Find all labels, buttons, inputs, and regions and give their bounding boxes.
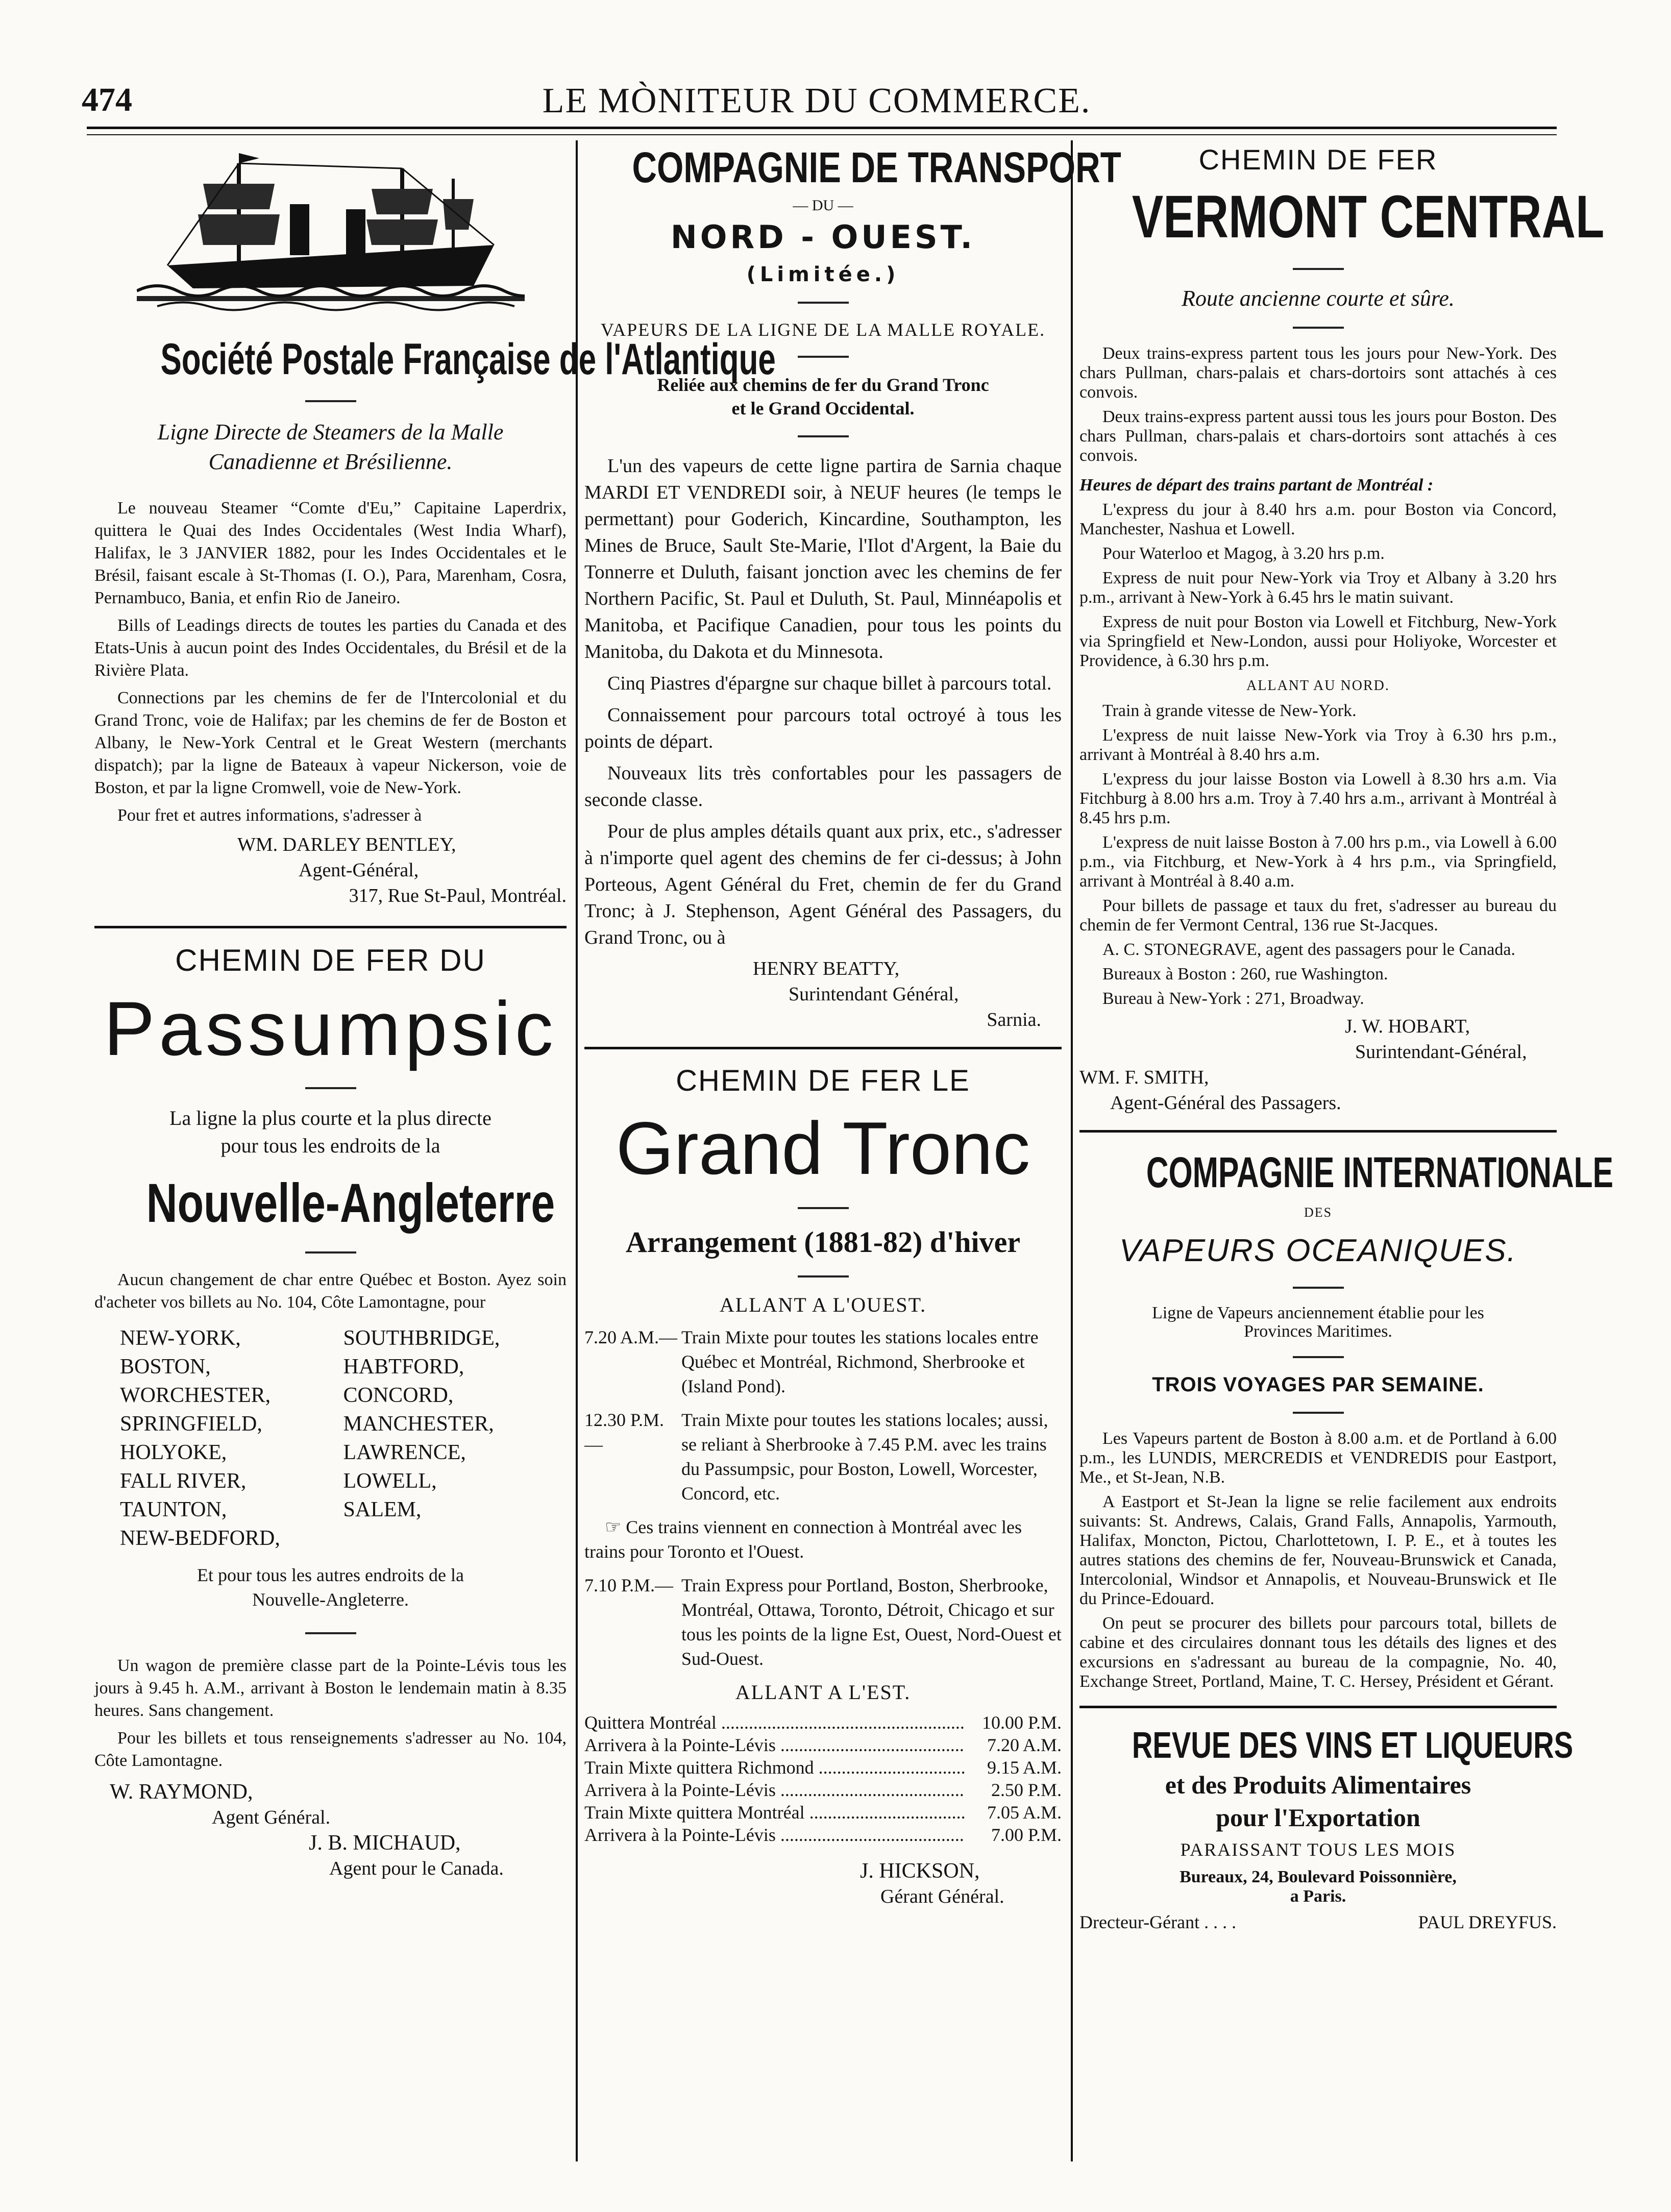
destination: FALL RIVER,	[120, 1469, 247, 1493]
destination: LAWRENCE,	[343, 1441, 466, 1464]
timetable-time: 10.00 P.M.	[981, 1712, 1062, 1733]
section-rule	[584, 1047, 1062, 1049]
sig-name: HENRY BEATTY,	[753, 958, 900, 979]
journal-title: LE MÒNITEUR DU COMMERCE.	[542, 81, 1091, 120]
column-2	[584, 143, 1121, 1909]
paragraph: Connections par les chemins de fer de l'Intercolonial et du Grand Tronc, voie de Halifax; par les chemins de fer de Boston et Albany, le New-York Central et le Great Western (merchants dispatch); par la ligne de Bateaux à vapeur Nickerson, voie de Boston, et par la ligne Cromwell, voie de New-York.	[94, 689, 567, 797]
est-timetable	[584, 1711, 1062, 1846]
paragraph: A Eastport et St-Jean la ligne se relie facilement aux endroits suivants: St. Andrews, Calais, Grand Falls, Annapolis, Yarmouth, Halifax, Moncton, Pictou, Charlottetown, I. P. E., et à toutes les autres stations des chemins de fer, Nouveau-Brunswick et Canada, Intercolonial, Windsor et Annapolis, et Nouveau-Brunswick et Ile du Prince-Edouard.	[1079, 1492, 1557, 1608]
timetable-label: Quittera Montréal .....	[584, 1711, 965, 1734]
page-header	[82, 77, 1552, 122]
vermont-signatures	[1079, 1014, 1557, 1116]
societe-subtitle-line-1: Ligne Directe de Steamers de la Malle	[157, 420, 504, 445]
paragraph: Express de nuit pour New-York via Troy et Albany à 3.20 hrs p.m., arrivant à New-York à 6.45 hrs le matin suivant.	[1079, 569, 1557, 607]
reliee-line-2: et le Grand Occidental.	[731, 398, 915, 419]
divider	[798, 356, 849, 358]
paragraph: Bureaux à Boston : 260, rue Washington.	[1102, 965, 1388, 984]
destination: NEW-BEDFORD,	[120, 1527, 280, 1550]
timetable-time: 7.00 P.M.	[991, 1825, 1062, 1845]
timetable-row	[584, 1756, 1062, 1779]
societe-subtitle-line-2: Canadienne et Brésilienne.	[208, 449, 453, 474]
divider	[1293, 1356, 1344, 1358]
vermont-intro	[1079, 344, 1557, 465]
destination-list	[120, 1324, 567, 1553]
paragraph: Deux trains-express partent tous les jours pour New-York. Des chars Pullman, chars-palais et chars-dortoirs sont attachés à ces convois.	[1079, 344, 1557, 402]
trois-voyages: TROIS VOYAGES PAR SEMAINE.	[1152, 1373, 1484, 1396]
vermont-title: VERMONT CENTRAL	[1132, 183, 1605, 251]
directeur-label: Drecteur-Gérant . . . .	[1079, 1912, 1237, 1932]
destination: BOSTON,	[120, 1355, 211, 1379]
destination: HABTFORD,	[343, 1355, 464, 1379]
internationale-ligne	[1079, 1304, 1557, 1341]
divider	[1293, 1412, 1344, 1414]
ouest-heading: ALLANT A L'OUEST.	[719, 1293, 927, 1316]
paragraph: Express de nuit pour Boston via Lowell et Fitchburg, New-York via Springfield et New-London, aussi pour Holiyoke, Worcester et Providence, à 6.30 hrs p.m.	[1079, 612, 1557, 670]
schedule-item	[584, 1408, 1062, 1506]
schedule-time: 12.30 P.M.—	[584, 1410, 665, 1455]
intro-line-2: pour tous les endroits de la	[220, 1134, 440, 1157]
timetable-label: Arrivera à la Pointe-Lévis .....	[584, 1734, 965, 1756]
ligne-line-2: Provinces Maritimes.	[1244, 1322, 1392, 1341]
depart-lines	[1079, 500, 1557, 671]
destination: SALEM,	[343, 1498, 422, 1521]
divider	[1293, 327, 1344, 329]
societe-subtitle	[94, 417, 567, 477]
section-rule	[94, 926, 567, 928]
passumpsic-intro	[94, 1104, 567, 1160]
sig-title: Agent-Général des Passagers.	[1110, 1092, 1341, 1114]
divider	[798, 435, 849, 437]
schedule-time: 7.20 A.M.—	[584, 1327, 678, 1347]
section-rule	[1079, 1706, 1557, 1708]
paragraph: Pour de plus amples détails quant aux prix, etc., s'adresser à n'importe quel agent des chemins de fer ci-dessus; à John Porteous, Agent Général du Fret, chemin de fer du Grand Tronc; à J. Stephenson, Agent Général des Passagers, du Grand Tronc, ou à	[584, 821, 1062, 948]
paragraph: L'express de nuit laisse New-York via Troy à 6.30 hrs p.m., arrivant à Montréal à 8.40 hrs a.m.	[1079, 726, 1557, 764]
timetable-label: Train Mixte quittera Richmond .....	[584, 1756, 965, 1779]
destination: HOLYOKE,	[120, 1441, 227, 1464]
paragraph: Cinq Piastres d'épargne sur chaque billet à parcours total.	[607, 673, 1052, 694]
internationale-title: COMPAGNIE INTERNATIONALE	[1146, 1148, 1613, 1196]
divider	[798, 302, 849, 304]
column-3	[1079, 143, 1613, 1933]
paragraph: Bills of Leadings directs de toutes les parties du Canada et des Etats-Unis à aucun point des Indes Occidentales, du Brésil et de la Rivière Plata.	[94, 616, 567, 680]
passumpsic-signature	[94, 1779, 567, 1881]
paragraph: L'un des vapeurs de cette ligne partira de Sarnia chaque MARDI ET VENDREDI soir, à NEUF heures (le temps le permettant) pour Goderich, Kincardine, Southampton, les Mines de Bruce, Sault Ste-Marie, l'Ilot d'Argent, la Baie du Tonnerre et Duluth, faisant jonction avec les chemins de fer Northern Pacific, St. Paul et Duluth, St. Paul, Minnéapolis et Manitoba, et Pacifique Canadien, pour tous les points du Manitoba, du Dakota et du Minnesota.	[584, 455, 1062, 662]
transport-name: NORD - OUEST.	[670, 218, 976, 256]
timetable-label: Arrivera à la Pointe-Lévis .....	[584, 1779, 965, 1801]
paragraph: Bureau à New-York : 271, Broadway.	[1102, 989, 1364, 1008]
agent-title: Agent-Général,	[299, 859, 419, 881]
timetable-row	[584, 1711, 1062, 1734]
column-divider-1	[576, 140, 578, 2161]
paragraph: Un wagon de première classe part de la Pointe-Lévis tous les jours à 9.45 h. A.M., arrivant à Boston le lendemain matin à 8.35 heures. Sans changement.	[94, 1656, 567, 1720]
internationale-body	[1079, 1429, 1557, 1691]
schedule-time: 7.10 P.M.—	[584, 1575, 674, 1595]
divider	[305, 1251, 356, 1254]
destination: CONCORD,	[343, 1384, 454, 1407]
transport-reliee	[584, 373, 1062, 420]
destination: MANCHESTER,	[343, 1412, 494, 1436]
heures-heading: Heures de départ des trains partant de Montréal :	[1079, 476, 1434, 495]
timetable-time: 7.05 A.M.	[987, 1802, 1062, 1823]
sig-name: WM. F. SMITH,	[1079, 1067, 1209, 1088]
transport-body	[584, 453, 1062, 951]
sig-place: Sarnia.	[987, 1009, 1041, 1030]
transport-line: VAPEURS DE LA LIGNE DE LA MALLE ROYALE.	[600, 319, 1046, 340]
sig-title: Surintendant-Général,	[1355, 1041, 1527, 1063]
schedule-item	[584, 1325, 1062, 1398]
paragraph: Pour fret et autres informations, s'adresser à	[117, 806, 422, 825]
timetable-label: Arrivera à la Pointe-Lévis .....	[584, 1824, 965, 1846]
paragraph: Pour les billets et tous renseignements s'adresser au No. 104, Côte Lamontagne.	[94, 1729, 567, 1770]
revue-parait: PARAISSANT TOUS LES MOIS	[1180, 1839, 1456, 1860]
paragraph: A. C. STONEGRAVE, agent des passagers pour le Canada.	[1102, 940, 1515, 959]
ouest-schedule	[584, 1325, 1062, 1671]
revue-directeur	[1079, 1911, 1557, 1933]
passumpsic-paragraph	[94, 1269, 567, 1314]
divider	[1293, 268, 1344, 270]
nord-lines	[1079, 701, 1557, 1009]
destinations-right	[343, 1324, 567, 1553]
internationale-subtitle: VAPEURS OCEANIQUES.	[1119, 1233, 1517, 1268]
intro-line-1: La ligne la plus courte et la plus directe	[169, 1107, 492, 1129]
paragraph: Connaissement pour parcours total octroyé à tous les points de départ.	[584, 704, 1062, 752]
schedule-text: Train Mixte pour toutes les stations locales; aussi, se reliant à Sherbrooke à 7.45 P.M. avec les trains du Passumpsic, pour Boston, Lowell, Worcester, Concord, etc.	[681, 1410, 1048, 1504]
revue-paris: a Paris.	[1290, 1887, 1346, 1906]
vermont-subtitle: Route ancienne courte et sûre.	[1182, 286, 1455, 311]
transport-signature	[584, 956, 1062, 1033]
grand-tronc-pretitle: CHEMIN DE FER LE	[676, 1064, 970, 1097]
sig-name: J. W. HOBART,	[1345, 1016, 1470, 1037]
sig-title: Gérant Général.	[880, 1886, 1004, 1907]
paragraph: Les Vapeurs partent de Boston à 8.00 a.m. et de Portland à 6.00 p.m., les LUNDIS, MERCREDIS et VENDREDIS pour Eastport, Me., et St-Jean, N.B.	[1079, 1429, 1557, 1487]
nord-heading: ALLANT AU NORD.	[1246, 678, 1390, 694]
paragraph: Pour billets de passage et taux du fret, s'adresser au bureau du chemin de fer Vermont Central, 136 rue St-Jacques.	[1079, 896, 1557, 935]
connection-note: ☞ Ces trains viennent en connection à Montréal avec les trains pour Toronto et l'Ouest.	[584, 1517, 1022, 1562]
destination: WORCHESTER,	[120, 1384, 271, 1407]
paragraph: L'express du jour à 8.40 hrs a.m. pour Boston via Concord, Manchester, Nashua et Lowell.	[1079, 500, 1557, 538]
divider	[305, 1632, 356, 1634]
destination: LOWELL,	[343, 1469, 437, 1493]
schedule-text: Train Mixte pour toutes les stations locales entre Québec et Montréal, Richmond, Sherbrooke et (Island Pond).	[681, 1327, 1039, 1396]
others-line-1: Et pour tous les autres endroits de la	[197, 1565, 464, 1585]
ship-illustration	[94, 143, 567, 327]
paragraph: Aucun changement de char entre Québec et Boston. Ayez soin d'acheter vos billets au No. 104, Côte Lamontagne, pour	[94, 1270, 567, 1312]
destinations-left	[120, 1324, 343, 1553]
revue-bureaux: Bureaux, 24, Boulevard Poissonnière,	[1179, 1867, 1457, 1886]
other-destinations	[94, 1563, 567, 1612]
ligne-line-1: Ligne de Vapeurs anciennement établie pour les	[1152, 1304, 1484, 1322]
timetable-row	[584, 1801, 1062, 1824]
timetable-time: 9.15 A.M.	[987, 1757, 1062, 1778]
agent-name: WM. DARLEY BENTLEY,	[237, 834, 456, 855]
sig-title: Surintendant Général,	[789, 984, 959, 1005]
grand-tronc-signature	[584, 1858, 1062, 1909]
societe-body	[94, 497, 567, 827]
agent-title: Agent pour le Canada.	[329, 1858, 504, 1879]
directeur-name: PAUL DREYFUS.	[1418, 1912, 1557, 1932]
timetable-row	[584, 1779, 1062, 1801]
passumpsic-pretitle: CHEMIN DE FER DU	[175, 943, 486, 977]
destination: TAUNTON,	[120, 1498, 227, 1521]
timetable-row	[584, 1824, 1062, 1846]
divider	[305, 400, 356, 402]
paragraph: L'express de nuit laisse Boston à 7.00 hrs p.m., via Lowell à 6.00 p.m., via Fitchburg, et New-York à 4 hrs p.m., via Springfield, arrivant à Montréal à 8.40 a.m.	[1079, 833, 1557, 891]
transport-du: — DU —	[793, 197, 853, 214]
agent-title: Agent Général.	[212, 1807, 331, 1828]
transport-title: COMPAGNIE DE TRANSPORT	[632, 143, 1121, 191]
internationale-des: DES	[1304, 1205, 1333, 1220]
destination: NEW-YORK,	[120, 1326, 241, 1350]
revue-title: REVUE DES VINS ET LIQUEURS	[1132, 1725, 1574, 1766]
divider	[798, 1275, 849, 1277]
column-divider-2	[1071, 140, 1073, 2161]
divider	[305, 1087, 356, 1089]
est-heading: ALLANT A L'EST.	[735, 1681, 911, 1704]
destination: SPRINGFIELD,	[120, 1412, 262, 1436]
transport-limitee: (Limitée.)	[746, 263, 900, 286]
steamship-icon	[137, 143, 525, 327]
timetable-time: 7.20 A.M.	[987, 1735, 1062, 1755]
revue-line-1: et des Produits Alimentaires	[1165, 1771, 1471, 1799]
sig-name: J. HICKSON,	[860, 1859, 980, 1883]
header-rule	[87, 127, 1557, 135]
vermont-pretitle: CHEMIN DE FER	[1198, 143, 1438, 176]
timetable-label: Train Mixte quittera Montréal .....	[584, 1801, 965, 1824]
paragraph: Nouveaux lits très confortables pour les passagers de seconde classe.	[584, 763, 1062, 810]
others-line-2: Nouvelle-Angleterre.	[252, 1589, 409, 1610]
agent-name: J. B. MICHAUD,	[309, 1831, 461, 1855]
arrangement: Arrangement (1881-82) d'hiver	[625, 1225, 1021, 1259]
destination: SOUTHBRIDGE,	[343, 1326, 500, 1350]
paragraph: L'express du jour laisse Boston via Lowell à 8.30 hrs a.m. Via Fitchburg à 8.00 hrs a.m. Troy à 7.40 hrs a.m., arrivant à Montréal à 8.45 hrs p.m.	[1079, 770, 1557, 827]
paragraph: On peut se procurer des billets pour parcours total, billets de cabine et des circulaires donnant tous les détails des lignes et des excursions en s'adressant au bureau de la compagnie, No. 40, Exchange Street, Portland, Maine, T. C. Hersey, Président et Gérant.	[1079, 1614, 1557, 1691]
revue-line-2: pour l'Exportation	[1216, 1803, 1420, 1832]
paragraph: Deux trains-express partent aussi tous les jours pour Boston. Des chars Pullman, chars-palais et chars-dortoirs sont attachés à ces convois.	[1079, 407, 1557, 465]
page-number: 474	[82, 81, 132, 118]
passumpsic-details	[94, 1655, 567, 1772]
section-rule	[1079, 1130, 1557, 1133]
timetable-time: 2.50 P.M.	[991, 1780, 1062, 1800]
divider	[1293, 1287, 1344, 1289]
societe-title: Société Postale Française de l'Atlantique	[160, 335, 776, 384]
schedule-text: Train Express pour Portland, Boston, Sherbrooke, Montréal, Ottawa, Toronto, Détroit, Chicago et sur tous les points de la ligne Est, Ouest, Nord-Ouest et Sud-Ouest.	[681, 1575, 1062, 1669]
agent-address: 317, Rue St-Paul, Montréal.	[349, 885, 567, 906]
passumpsic-title: Passumpsic	[104, 986, 557, 1071]
agent-name: W. RAYMOND,	[110, 1780, 253, 1804]
schedule-item	[584, 1573, 1062, 1671]
grand-tronc-title: Grand Tronc	[616, 1107, 1030, 1190]
timetable-row	[584, 1734, 1062, 1756]
passumpsic-region: Nouvelle-Angleterre	[146, 1172, 555, 1234]
divider	[798, 1207, 849, 1209]
societe-signature	[94, 832, 567, 908]
paragraph: Le nouveau Steamer “Comte d'Eu,” Capitaine Laperdrix, quittera le Quai des Indes Occidentales (West India Wharf), Halifax, le 3 JANVIER 1882, pour les Indes Occidentales et le Brésil, faisant escale à St-Thomas (I. O.), Para, Marenham, Cosra, Pernambuco, Bania, et enfin Rio de Janeiro.	[94, 499, 567, 607]
reliee-line-1: Reliée aux chemins de fer du Grand Tronc	[657, 375, 989, 395]
paragraph: Train à grande vitesse de New-York.	[1102, 701, 1357, 720]
paragraph: Pour Waterloo et Magog, à 3.20 hrs p.m.	[1102, 544, 1385, 563]
